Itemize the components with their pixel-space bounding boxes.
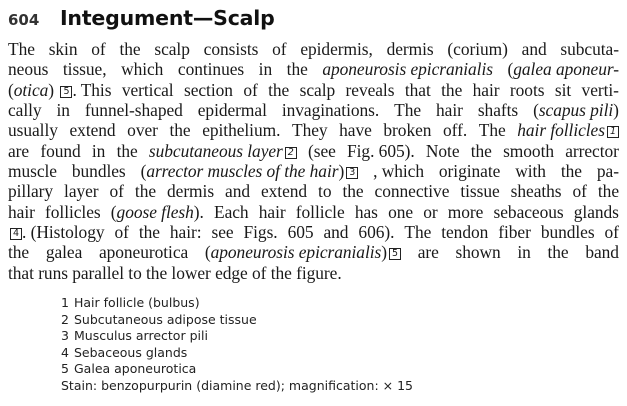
word: usually xyxy=(8,120,58,141)
word: 5 . This xyxy=(64,80,111,100)
text-line xyxy=(8,120,619,140)
word: of xyxy=(252,262,267,283)
body-paragraph xyxy=(8,39,619,283)
word: that xyxy=(404,79,431,100)
word: in xyxy=(91,140,106,161)
word: the xyxy=(119,39,141,59)
word: subcutaneous layer 2 xyxy=(149,141,297,161)
word: the xyxy=(470,140,492,161)
word: hair xyxy=(258,201,286,222)
word: 605 xyxy=(287,222,314,243)
word: the xyxy=(342,181,364,202)
word: of xyxy=(109,181,124,202)
word: 4 . (Histology xyxy=(8,222,105,242)
word: to xyxy=(318,181,332,202)
word: are xyxy=(417,242,439,263)
word: in xyxy=(517,242,531,263)
word: the xyxy=(268,79,290,100)
word: They xyxy=(292,120,328,141)
word: invaginations. xyxy=(281,100,380,121)
legend-item xyxy=(61,361,413,378)
word: runs xyxy=(38,262,68,283)
word: aponeurosis epicranialis xyxy=(322,59,493,80)
text-line xyxy=(8,222,619,242)
word: bundles xyxy=(71,161,126,182)
word: shown xyxy=(455,242,501,263)
word: epidermal xyxy=(197,100,267,121)
word: edge xyxy=(215,262,248,283)
word: tissue, xyxy=(62,59,107,80)
word: the xyxy=(441,79,463,100)
word: The xyxy=(8,39,35,59)
word: pillary xyxy=(8,181,54,202)
word: of xyxy=(114,222,129,243)
word: galea xyxy=(45,242,83,263)
word: (galea aponeur- xyxy=(507,59,619,80)
page-header xyxy=(8,6,275,30)
figure-ref-box: 2 xyxy=(285,147,297,159)
word: verti- xyxy=(581,79,619,100)
text-line xyxy=(8,59,619,79)
word: of xyxy=(604,222,619,243)
text-line xyxy=(8,80,619,100)
word: the xyxy=(8,242,30,263)
word: off. xyxy=(443,120,468,141)
word: extend xyxy=(260,181,308,202)
legend-number: 2 xyxy=(61,311,69,327)
figure-ref-box: 3 xyxy=(346,167,358,179)
word: sit xyxy=(554,79,572,100)
word: muscle xyxy=(8,161,57,182)
legend-number: 1 xyxy=(61,295,69,310)
word: roots xyxy=(509,79,545,100)
word: hair xyxy=(436,100,463,121)
word: tendon xyxy=(441,222,489,243)
word: figure. xyxy=(296,262,342,283)
legend-label: Subcutaneous adipose tissue xyxy=(74,311,257,327)
word: to xyxy=(128,262,142,283)
word: epithelium. xyxy=(202,120,281,141)
word: broken xyxy=(383,120,432,141)
legend-number: 4 xyxy=(61,344,69,360)
word: of xyxy=(572,181,587,202)
word: follicles xyxy=(45,201,101,222)
word: that xyxy=(8,262,34,283)
word: sheaths xyxy=(510,181,562,202)
word: glands xyxy=(573,201,619,222)
word: pa- xyxy=(596,161,619,182)
word: cally xyxy=(8,100,42,121)
legend-item xyxy=(61,328,413,345)
word: originate xyxy=(438,161,501,182)
word: (scapus pili) xyxy=(533,100,619,121)
word: and xyxy=(521,39,547,59)
word: of xyxy=(272,39,287,59)
word: (otica) xyxy=(8,79,55,100)
legend-item xyxy=(61,295,413,312)
word: sebaceous xyxy=(493,201,564,222)
word: the xyxy=(138,222,160,243)
text-line xyxy=(8,202,619,222)
legend-number: 5 xyxy=(61,361,69,376)
word: bundles xyxy=(540,222,595,243)
word: follicle xyxy=(295,201,345,222)
word: 606). xyxy=(358,222,395,243)
legend-item xyxy=(61,345,413,362)
word: lower xyxy=(171,262,211,283)
word: continues xyxy=(177,59,245,80)
word: of xyxy=(91,39,106,59)
word: skin xyxy=(48,39,78,59)
page-title: Integument—Scalp xyxy=(60,6,275,30)
word: hair: xyxy=(169,222,202,243)
word: of xyxy=(243,79,258,100)
word: dermis xyxy=(167,181,215,202)
word: subcuta- xyxy=(560,39,619,59)
word: found xyxy=(40,140,81,161)
figure-ref-box: 5 xyxy=(389,248,401,260)
word: with xyxy=(515,161,546,182)
word: The xyxy=(394,100,422,121)
word: one xyxy=(388,201,414,222)
word: Each xyxy=(214,201,249,222)
word: vertical xyxy=(121,79,174,100)
word: (goose flesh). xyxy=(110,201,204,222)
word: the xyxy=(286,59,308,80)
page-number: 604 xyxy=(8,11,40,29)
word: , which xyxy=(373,161,424,182)
word: consists xyxy=(203,39,259,59)
word: the xyxy=(116,140,138,161)
word: the xyxy=(169,120,191,141)
word: Figs. xyxy=(243,222,278,243)
legend-number: 3 xyxy=(61,328,69,343)
figure-ref-box: 1 xyxy=(607,126,619,138)
word: aponeurotica xyxy=(98,242,189,263)
legend-item xyxy=(61,312,413,329)
word: have xyxy=(339,120,372,141)
word: the xyxy=(134,181,157,202)
text-line xyxy=(8,141,619,161)
word: the xyxy=(146,262,168,283)
word: arrector xyxy=(565,140,619,161)
word: smooth xyxy=(503,140,554,161)
word: are xyxy=(8,140,30,161)
word: and xyxy=(225,181,250,202)
word: in xyxy=(258,59,273,80)
legend-label: Galea aponeurotica xyxy=(74,361,197,376)
word: epidermis, xyxy=(300,39,373,59)
word: hair xyxy=(8,201,35,222)
word: see xyxy=(211,222,234,243)
word: hair follicles 1 xyxy=(517,120,619,140)
word: layer xyxy=(64,181,99,202)
legend-list xyxy=(61,295,413,378)
word: the xyxy=(547,242,569,263)
figure-ref-box: 5 xyxy=(60,86,72,98)
word: tissue xyxy=(460,181,500,202)
word: in xyxy=(56,100,70,121)
legend-label: Musculus arrector pili xyxy=(74,328,208,343)
word: Fig. 605). xyxy=(347,140,415,161)
word: hair xyxy=(472,79,500,100)
word: over xyxy=(127,120,158,141)
figure-ref-box: 4 xyxy=(10,228,22,240)
word: scalp xyxy=(154,39,190,59)
figure-legend xyxy=(61,295,413,394)
text-line xyxy=(8,100,619,120)
text-line xyxy=(8,242,619,262)
text-line xyxy=(8,161,619,181)
word: (see xyxy=(308,140,336,161)
text-line xyxy=(8,181,619,201)
word: and xyxy=(323,222,349,243)
word: reveals xyxy=(345,79,395,100)
word: the xyxy=(597,181,619,202)
text-line xyxy=(8,39,619,59)
word: dermis xyxy=(386,39,434,59)
word: section xyxy=(184,79,233,100)
word: Note xyxy=(425,140,460,161)
legend-stain: Stain: benzopurpurin (diamine red); magnification: × 15 xyxy=(61,377,413,393)
legend-label: Sebaceous glands xyxy=(74,344,188,360)
word: more xyxy=(447,201,484,222)
word: The xyxy=(478,120,506,141)
word: shafts xyxy=(477,100,519,121)
word: which xyxy=(121,59,164,80)
word: (aponeurosis epicranialis) 5 xyxy=(205,242,401,262)
legend-label: Hair follicle (bulbus) xyxy=(74,295,200,310)
word: (corium) xyxy=(447,39,508,59)
word: extend xyxy=(69,120,116,141)
word: has xyxy=(354,201,378,222)
text-line xyxy=(8,263,619,283)
word: parallel xyxy=(72,262,124,283)
word: neous xyxy=(8,59,49,80)
word: or xyxy=(423,201,438,222)
word: scalp xyxy=(299,79,336,100)
word: funnel-shaped xyxy=(84,100,183,121)
word: the xyxy=(560,161,582,182)
word: band xyxy=(585,242,619,263)
word: connective xyxy=(374,181,450,202)
word: The xyxy=(404,222,432,243)
word: (arrector muscles of the hair) 3 xyxy=(141,161,359,181)
word: fiber xyxy=(498,222,531,243)
word: the xyxy=(270,262,292,283)
